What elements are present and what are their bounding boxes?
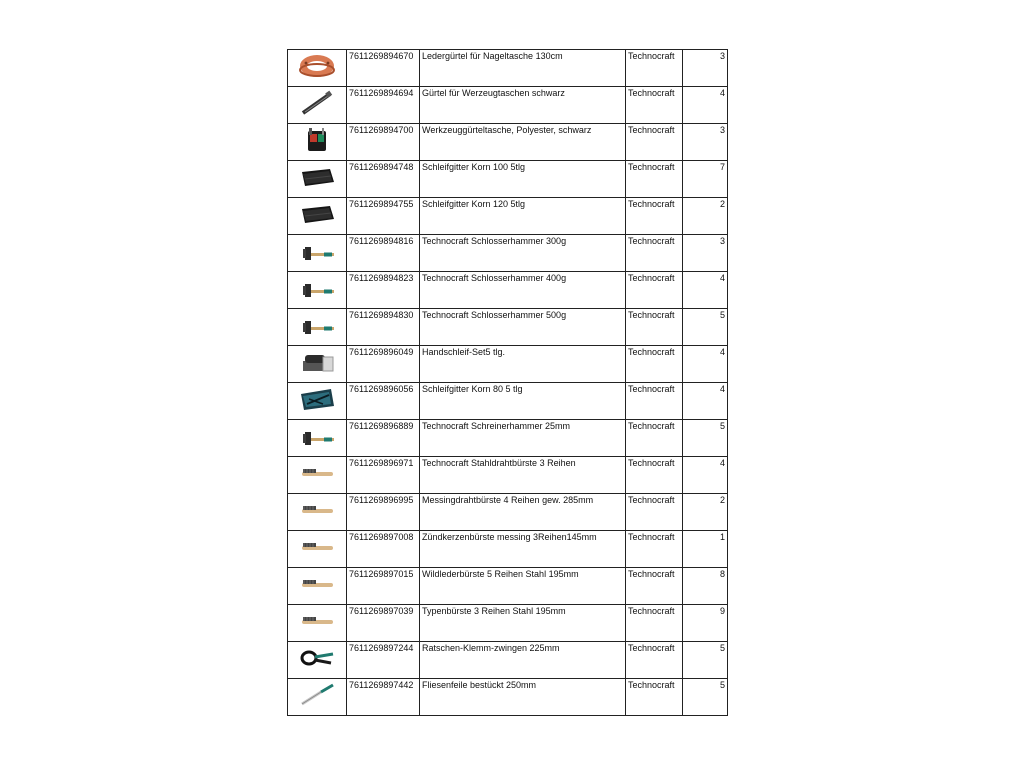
ean-cell: 7611269894816 bbox=[347, 235, 420, 272]
ean-cell: 7611269894748 bbox=[347, 161, 420, 198]
table-row bbox=[288, 568, 728, 605]
ean-cell: 7611269896995 bbox=[347, 494, 420, 531]
product-name-cell: Technocraft Schlosserhammer 300g bbox=[420, 235, 626, 272]
product-image-cell bbox=[288, 124, 347, 161]
brand-cell: Technocraft bbox=[626, 198, 683, 235]
brand-cell: Technocraft bbox=[626, 605, 683, 642]
table-row bbox=[288, 272, 728, 309]
quantity-cell: 3 bbox=[683, 235, 728, 272]
quantity-cell: 3 bbox=[683, 124, 728, 161]
product-image-cell bbox=[288, 50, 347, 87]
quantity-cell: 5 bbox=[683, 642, 728, 679]
brand-cell: Technocraft bbox=[626, 420, 683, 457]
brand-cell: Technocraft bbox=[626, 161, 683, 198]
product-name-cell: Zündkerzenbürste messing 3Reihen145mm bbox=[420, 531, 626, 568]
brand-cell: Technocraft bbox=[626, 568, 683, 605]
brand-cell: Technocraft bbox=[626, 679, 683, 716]
product-image-cell bbox=[288, 642, 347, 679]
quantity-cell: 4 bbox=[683, 383, 728, 420]
ratchet-clamp-icon bbox=[290, 643, 344, 673]
quantity-cell: 2 bbox=[683, 198, 728, 235]
brand-cell: Technocraft bbox=[626, 642, 683, 679]
wire-brush-icon bbox=[290, 606, 344, 636]
product-name-cell: Technocraft Schreinerhammer 25mm bbox=[420, 420, 626, 457]
product-name-cell: Technocraft Schlosserhammer 400g bbox=[420, 272, 626, 309]
sanding-mesh-icon bbox=[290, 199, 344, 229]
brand-cell: Technocraft bbox=[626, 124, 683, 161]
hammer-icon bbox=[290, 273, 344, 303]
ean-cell: 7611269897015 bbox=[347, 568, 420, 605]
table-row bbox=[288, 605, 728, 642]
ean-cell: 7611269896056 bbox=[347, 383, 420, 420]
ean-cell: 7611269897244 bbox=[347, 642, 420, 679]
brand-cell: Technocraft bbox=[626, 383, 683, 420]
brand-cell: Technocraft bbox=[626, 235, 683, 272]
ean-cell: 7611269894823 bbox=[347, 272, 420, 309]
product-image-cell bbox=[288, 531, 347, 568]
table-row bbox=[288, 161, 728, 198]
brand-cell: Technocraft bbox=[626, 50, 683, 87]
product-name-cell: Technocraft Stahldrahtbürste 3 Reihen bbox=[420, 457, 626, 494]
table-row bbox=[288, 50, 728, 87]
product-image-cell bbox=[288, 568, 347, 605]
wire-brush-icon bbox=[290, 532, 344, 562]
table-row bbox=[288, 642, 728, 679]
quantity-cell: 4 bbox=[683, 457, 728, 494]
quantity-cell: 3 bbox=[683, 50, 728, 87]
product-name-cell: Handschleif-Set5 tlg. bbox=[420, 346, 626, 383]
wire-brush-icon bbox=[290, 569, 344, 599]
table-row bbox=[288, 531, 728, 568]
table-row bbox=[288, 383, 728, 420]
quantity-cell: 4 bbox=[683, 346, 728, 383]
table-row bbox=[288, 494, 728, 531]
product-image-cell bbox=[288, 494, 347, 531]
table-row bbox=[288, 457, 728, 494]
product-name-cell: Schleifgitter Korn 120 5tlg bbox=[420, 198, 626, 235]
product-image-cell bbox=[288, 420, 347, 457]
product-image-cell bbox=[288, 309, 347, 346]
tool-pouch-icon bbox=[290, 125, 344, 155]
product-name-cell: Ledergürtel für Nageltasche 130cm bbox=[420, 50, 626, 87]
quantity-cell: 4 bbox=[683, 87, 728, 124]
quantity-cell: 5 bbox=[683, 309, 728, 346]
product-image-cell bbox=[288, 679, 347, 716]
ean-cell: 7611269894700 bbox=[347, 124, 420, 161]
product-image-cell bbox=[288, 605, 347, 642]
brand-cell: Technocraft bbox=[626, 346, 683, 383]
table-row bbox=[288, 679, 728, 716]
product-name-cell: Technocraft Schlosserhammer 500g bbox=[420, 309, 626, 346]
product-name-cell: Fliesenfeile bestückt 250mm bbox=[420, 679, 626, 716]
product-table bbox=[287, 49, 728, 716]
ean-cell: 7611269896971 bbox=[347, 457, 420, 494]
product-name-cell: Messingdrahtbürste 4 Reihen gew. 285mm bbox=[420, 494, 626, 531]
ean-cell: 7611269897008 bbox=[347, 531, 420, 568]
table-row bbox=[288, 309, 728, 346]
product-image-cell bbox=[288, 457, 347, 494]
quantity-cell: 9 bbox=[683, 605, 728, 642]
sanding-mesh-icon bbox=[290, 162, 344, 192]
ean-cell: 7611269894755 bbox=[347, 198, 420, 235]
ean-cell: 7611269896049 bbox=[347, 346, 420, 383]
product-name-cell: Ratschen-Klemm-zwingen 225mm bbox=[420, 642, 626, 679]
quantity-cell: 5 bbox=[683, 679, 728, 716]
brand-cell: Technocraft bbox=[626, 87, 683, 124]
product-table-body bbox=[288, 50, 728, 716]
ean-cell: 7611269894830 bbox=[347, 309, 420, 346]
ean-cell: 7611269894694 bbox=[347, 87, 420, 124]
table-row bbox=[288, 235, 728, 272]
product-name-cell: Gürtel für Werzeugtaschen schwarz bbox=[420, 87, 626, 124]
ean-cell: 7611269894670 bbox=[347, 50, 420, 87]
brand-cell: Technocraft bbox=[626, 272, 683, 309]
hammer-icon bbox=[290, 236, 344, 266]
product-image-cell bbox=[288, 272, 347, 309]
table-row bbox=[288, 420, 728, 457]
product-image-cell bbox=[288, 161, 347, 198]
quantity-cell: 2 bbox=[683, 494, 728, 531]
quantity-cell: 8 bbox=[683, 568, 728, 605]
brand-cell: Technocraft bbox=[626, 309, 683, 346]
ean-cell: 7611269897039 bbox=[347, 605, 420, 642]
quantity-cell: 5 bbox=[683, 420, 728, 457]
tool-belt-strap-icon bbox=[290, 88, 344, 118]
hand-sander-set-icon bbox=[290, 347, 344, 377]
table-row bbox=[288, 198, 728, 235]
tile-file-icon bbox=[290, 680, 344, 710]
product-name-cell: Werkzeuggürteltasche, Polyester, schwarz bbox=[420, 124, 626, 161]
product-image-cell bbox=[288, 383, 347, 420]
sanding-mesh-pack-icon bbox=[290, 384, 344, 414]
table-row bbox=[288, 87, 728, 124]
product-image-cell bbox=[288, 198, 347, 235]
table-row bbox=[288, 124, 728, 161]
product-image-cell bbox=[288, 235, 347, 272]
product-image-cell bbox=[288, 87, 347, 124]
product-image-cell bbox=[288, 346, 347, 383]
ean-cell: 7611269897442 bbox=[347, 679, 420, 716]
product-name-cell: Typenbürste 3 Reihen Stahl 195mm bbox=[420, 605, 626, 642]
brand-cell: Technocraft bbox=[626, 494, 683, 531]
leather-belt-icon bbox=[290, 51, 344, 81]
quantity-cell: 7 bbox=[683, 161, 728, 198]
product-name-cell: Wildlederbürste 5 Reihen Stahl 195mm bbox=[420, 568, 626, 605]
hammer-icon bbox=[290, 310, 344, 340]
ean-cell: 7611269896889 bbox=[347, 420, 420, 457]
brand-cell: Technocraft bbox=[626, 457, 683, 494]
table-row bbox=[288, 346, 728, 383]
product-name-cell: Schleifgitter Korn 80 5 tlg bbox=[420, 383, 626, 420]
quantity-cell: 1 bbox=[683, 531, 728, 568]
brand-cell: Technocraft bbox=[626, 531, 683, 568]
wire-brush-icon bbox=[290, 458, 344, 488]
product-name-cell: Schleifgitter Korn 100 5tlg bbox=[420, 161, 626, 198]
wire-brush-icon bbox=[290, 495, 344, 525]
hammer-icon bbox=[290, 421, 344, 451]
quantity-cell: 4 bbox=[683, 272, 728, 309]
